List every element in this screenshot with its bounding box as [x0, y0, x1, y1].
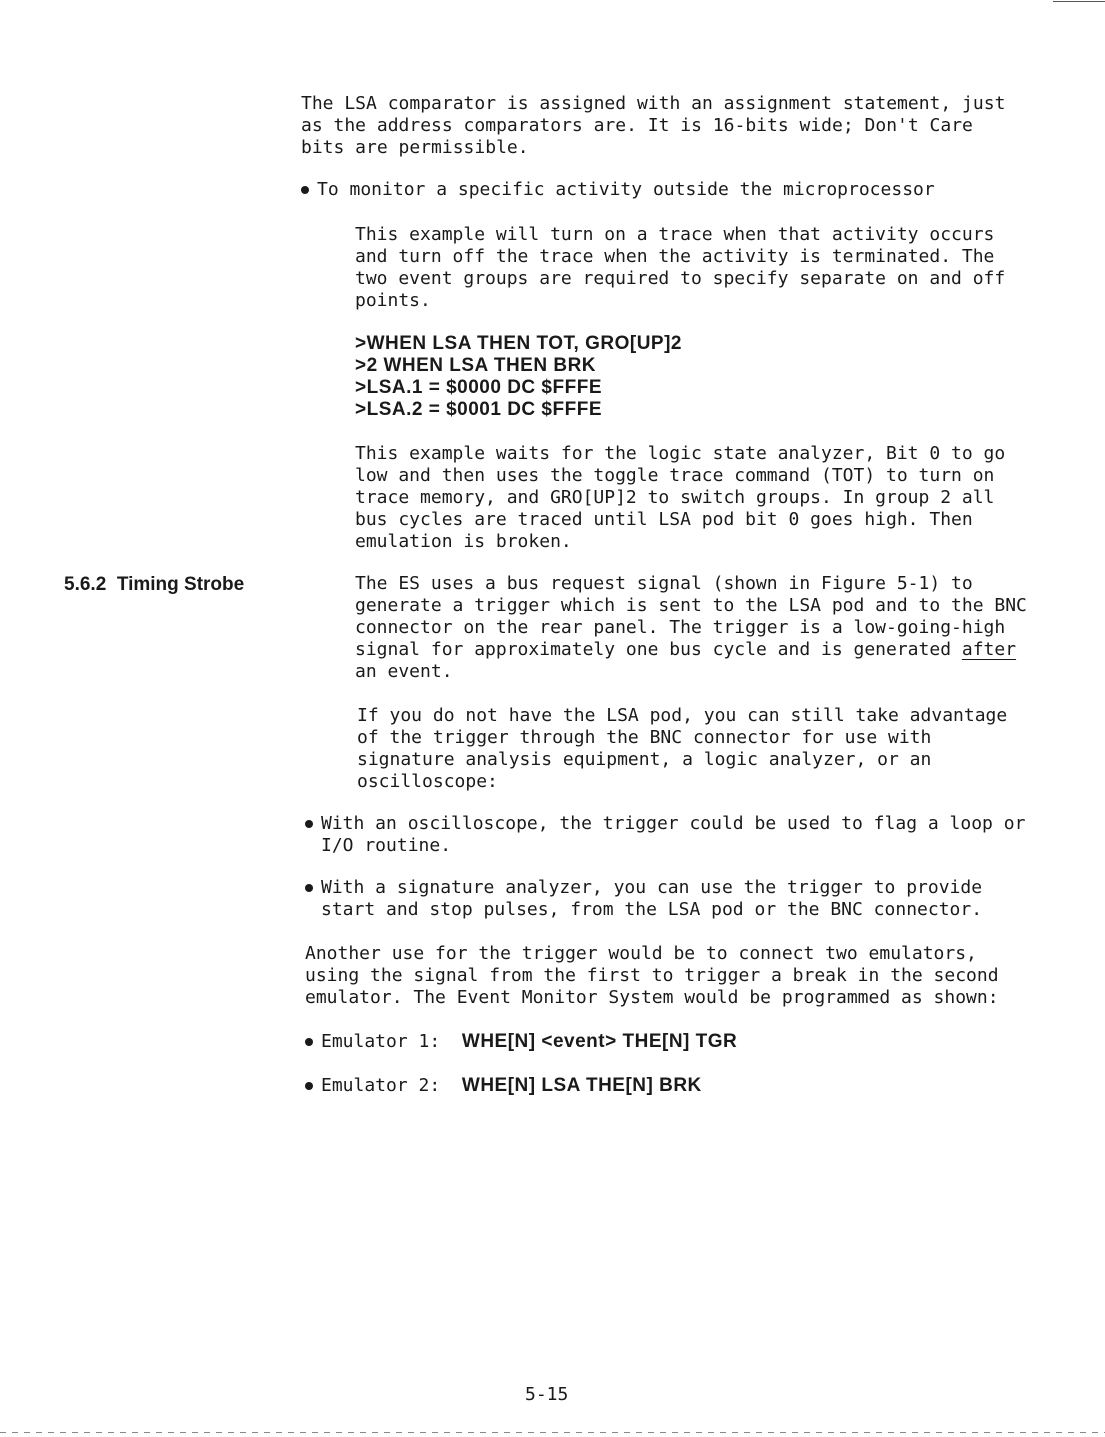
example1-paragraph: This example will turn on a trace when that activity occurs and turn off the trace when the activity is terminated. The two event groups are required to specify separate on and off points.	[355, 224, 1006, 311]
bullet-item	[301, 179, 1030, 201]
lsa-pod-paragraph: If you do not have the LSA pod, you can still take advantage of the trigger through the BNC connector for use with signature analysis equipment, a logic analyzer, or an oscilloscope:	[357, 705, 1008, 792]
command-line: >2 WHEN LSA THEN BRK	[355, 355, 597, 376]
timing-text: The ES uses a bus request signal (shown in Figure 5-1) to generate a trigger which is sent to the LSA pod and to the BNC connector on the rear panel. The trigger is a low-going-high signal for approximately one bus cycle and is generated	[355, 573, 1027, 660]
command-line: >LSA.1 = $0000 DC $FFFE	[355, 377, 602, 398]
command-line: >WHEN LSA THEN TOT, GRO[UP]2	[355, 333, 682, 354]
bullet-dot-icon	[305, 820, 313, 828]
top-rule	[1053, 1, 1105, 2]
bullet-text: With a signature analyzer, you can use the trigger to provide start and stop pulses, from the LSA pod or the BNC connector.	[321, 877, 983, 920]
bullet-text: To monitor a specific activity outside the microprocessor	[317, 179, 935, 200]
bullet-dot-icon	[305, 1038, 313, 1046]
section-title: Timing Strobe	[116, 574, 245, 595]
emulators-paragraph: Another use for the trigger would be to connect two emulators, using the signal from the first to trigger a break in the second emulator. The Event Monitor System would be programmed as shown:	[305, 943, 999, 1008]
section-number: 5.6.2	[64, 574, 107, 595]
underlined-word: after	[961, 639, 1017, 660]
example2-paragraph: This example waits for the logic state analyzer, Bit 0 to go low and then uses the toggle trace command (TOT) to turn on trace memory, and GRO[UP]2 to switch groups. In group 2 all bus cycles are traced until LSA pod bit 0 goes high. Then emulation is broken.	[355, 443, 1006, 552]
emulator-command: WHE[N] <event> THE[N] TGR	[461, 1031, 738, 1052]
bottom-rule	[0, 1432, 1105, 1433]
emulator-item	[305, 1075, 702, 1097]
bullet-dot-icon	[305, 1082, 313, 1090]
emulator-command: WHE[N] LSA THE[N] BRK	[461, 1075, 702, 1096]
command-line: >LSA.2 = $0001 DC $FFFE	[355, 399, 602, 420]
section-heading	[64, 574, 244, 596]
bullet-dot-icon	[305, 884, 313, 892]
bullet-item	[305, 877, 1033, 921]
bullet-text: With an oscilloscope, the trigger could be used to flag a loop or I/O routine.	[321, 813, 1026, 856]
bullet-item	[305, 813, 1033, 857]
emulator-item	[305, 1031, 737, 1053]
intro-paragraph: The LSA comparator is assigned with an assignment statement, just as the address comparators are. It is 16-bits wide; Don't Care bits are permissible.	[301, 93, 1006, 158]
timing-text-end: an event.	[355, 661, 453, 682]
timing-paragraph	[355, 573, 1035, 683]
emulator-label: Emulator 2:	[321, 1075, 441, 1096]
emulator-label: Emulator 1:	[321, 1031, 441, 1052]
command-block	[355, 333, 682, 421]
page-number: 5-15	[525, 1384, 569, 1405]
bullet-dot-icon	[301, 186, 309, 194]
